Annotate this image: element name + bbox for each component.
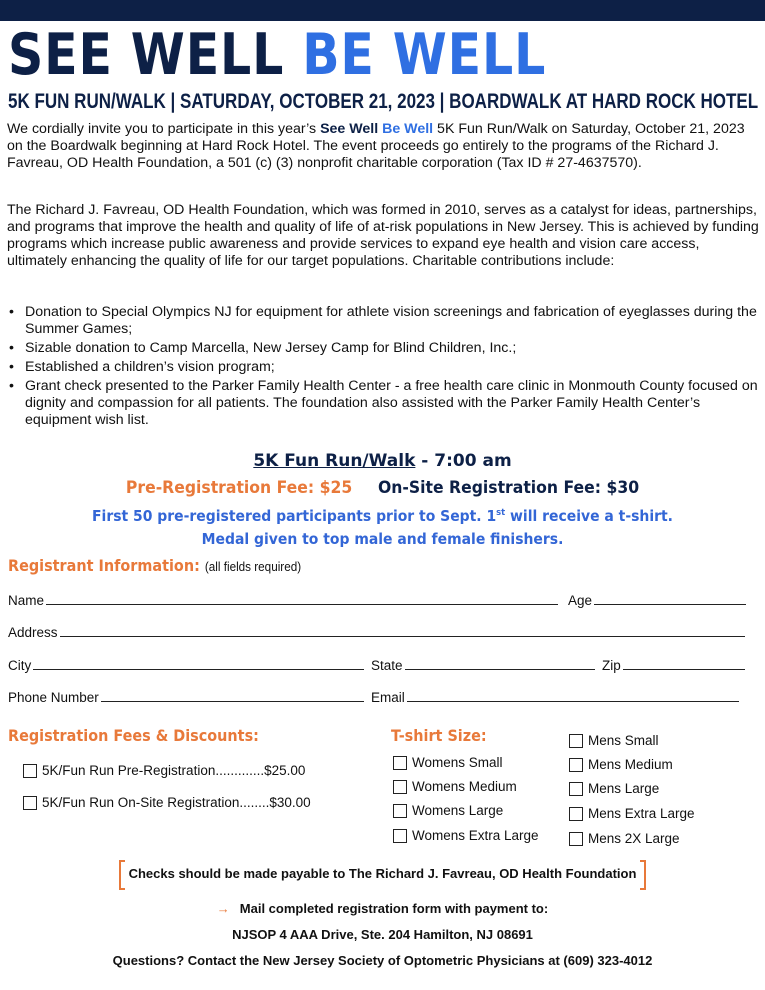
email-line: [407, 700, 739, 702]
fees-heading: Registration Fees & Discounts:: [8, 726, 259, 745]
medal-note: Medal given to top male and female finishers.: [201, 530, 564, 548]
title-be-well: BE WELL: [302, 22, 547, 88]
name-label: Name: [8, 593, 45, 608]
checks-payable-box: [119, 860, 647, 887]
left-bracket: [119, 860, 125, 890]
fee-option-label: 5K/Fun Run Pre-Registration.............$25.00: [42, 763, 306, 778]
checkbox[interactable]: [569, 832, 583, 846]
phone-label: Phone Number: [8, 690, 99, 705]
age-line: [594, 603, 746, 605]
city-line: [33, 668, 364, 670]
city-label: City: [8, 658, 32, 673]
fee-option-label: 5K/Fun Run On-Site Registration........$30.00: [42, 795, 311, 810]
checkbox[interactable]: [393, 829, 407, 843]
mail-instructions: [0, 901, 765, 916]
name-line: [46, 603, 558, 605]
checkbox[interactable]: [393, 756, 407, 770]
contact-line: Questions? Contact the New Jersey Society of Optometric Physicians at (609) 323-4012: [112, 953, 653, 968]
tshirt-note: [27, 507, 738, 525]
checkbox[interactable]: [393, 780, 407, 794]
contributions-list: [7, 304, 759, 431]
checkbox[interactable]: [569, 734, 583, 748]
checkbox[interactable]: [569, 782, 583, 796]
registrant-note: (all fields required): [204, 559, 302, 574]
email-field[interactable]: [371, 687, 739, 705]
registrant-heading: [8, 556, 301, 575]
onsite-registration-fee: On-Site Registration Fee: $30: [377, 478, 640, 498]
phone-field[interactable]: [8, 687, 364, 705]
fee-line: [31, 478, 735, 498]
right-bracket: [640, 860, 646, 890]
checkbox[interactable]: [23, 764, 37, 778]
event-title: [0, 451, 765, 471]
title-see-well: SEE WELL: [8, 22, 285, 88]
checkbox[interactable]: [569, 807, 583, 821]
email-label: Email: [371, 690, 405, 705]
tshirt-label: Mens 2X Large: [588, 831, 680, 846]
list-item: • Sizable donation to Camp Marcella, New Jersey Camp for Blind Children, Inc.;: [7, 340, 759, 357]
zip-field[interactable]: [602, 655, 745, 673]
checkbox[interactable]: [23, 796, 37, 810]
arrow-right-icon: →: [216, 901, 230, 916]
tshirt-label: Womens Medium: [412, 779, 517, 794]
checks-payable-text: Checks should be made payable to The Richard J. Favreau, OD Health Foundation: [128, 866, 637, 881]
checkbox[interactable]: [569, 758, 583, 772]
foundation-paragraph: The Richard J. Favreau, OD Health Foundation, which was formed in 2010, serves as a catalyst for ideas, partnerships, and programs that improve the health and quality of life of at-risk populations in New Jersey. This is achieved by funding programs which increase public awareness and provide services to expand eye health and vision care access, ultimately enhancing the quality of life for our target populations. Charitable contributions include:: [7, 202, 759, 269]
tshirt-note-text: First 50 pre-registered participants prior to Sept. 1: [92, 507, 497, 525]
intro-be-well: Be Well: [382, 121, 434, 137]
tshirt-womens-medium[interactable]: [393, 779, 517, 794]
name-field[interactable]: [8, 590, 558, 608]
state-field[interactable]: [371, 655, 595, 673]
fee-option-onsite[interactable]: [23, 795, 311, 810]
city-field[interactable]: [8, 655, 364, 673]
address-line: [60, 635, 745, 637]
tshirt-mens-2xl[interactable]: [569, 831, 680, 846]
registrant-heading-text: Registrant Information:: [8, 556, 200, 575]
state-line: [405, 668, 595, 670]
age-field[interactable]: [568, 590, 746, 608]
intro-text-b: 5K Fun Run/Walk on Saturday, October 21, 2023 on the Boardwalk beginning at Hard Rock Hotel. The event proceeds go entirely to the programs of the Richard J. Favreau, OD Health Foundation, a 501 (c) (3) nonprofit charitable corporation (Tax ID # 27-4637570).: [7, 121, 745, 171]
state-label: State: [371, 658, 403, 673]
mail-text: Mail completed registration form with payment to:: [239, 901, 549, 916]
tshirt-mens-xl[interactable]: [569, 806, 695, 821]
list-item: • Donation to Special Olympics NJ for equipment for athlete vision screenings and fabrication of eyeglasses during the Summer Games;: [7, 304, 759, 338]
age-label: Age: [568, 593, 593, 608]
tshirt-note-end: will receive a t-shirt.: [505, 507, 673, 525]
tshirt-heading: T-shirt Size:: [391, 726, 487, 745]
tshirt-label: Mens Extra Large: [588, 806, 695, 821]
tshirt-label: Mens Large: [588, 781, 660, 796]
tshirt-mens-small[interactable]: [569, 733, 659, 748]
zip-line: [623, 668, 745, 670]
tshirt-label: Womens Small: [412, 755, 503, 770]
fee-option-preregistration[interactable]: [23, 763, 305, 778]
page-title: [8, 22, 546, 88]
address-field[interactable]: [8, 622, 745, 640]
tshirt-womens-small[interactable]: [393, 755, 503, 770]
tshirt-label: Womens Large: [412, 803, 504, 818]
event-time: - 7:00 am: [415, 451, 512, 471]
intro-text-a: We cordially invite you to participate in this year’s: [7, 121, 321, 137]
mail-address: NJSOP 4 AAA Drive, Ste. 204 Hamilton, NJ 08691: [232, 927, 533, 942]
checkbox[interactable]: [393, 804, 407, 818]
intro-paragraph: [7, 121, 759, 172]
zip-label: Zip: [602, 658, 621, 673]
checks-payable-note: [0, 860, 765, 887]
event-name: 5K Fun Run/Walk: [253, 451, 416, 471]
tshirt-label: Mens Medium: [588, 757, 673, 772]
list-item: • Grant check presented to the Parker Family Health Center - a free health care clinic in Monmouth County focused on dignity and compassion for all patients. The foundation also assisted with the Parker Family Health Center’s equipment wish list.: [7, 378, 759, 429]
address-label: Address: [8, 625, 58, 640]
pre-registration-fee: Pre-Registration Fee: $25: [125, 478, 353, 498]
tshirt-womens-large[interactable]: [393, 803, 503, 818]
intro-see-well: See Well: [320, 121, 379, 137]
tshirt-label: Mens Small: [588, 733, 659, 748]
top-banner-bar: [0, 0, 765, 21]
tshirt-note-sup: st: [496, 508, 506, 518]
tshirt-womens-xl[interactable]: [393, 828, 539, 843]
tshirt-label: Womens Extra Large: [412, 828, 539, 843]
tshirt-mens-large[interactable]: [569, 781, 659, 796]
event-subtitle: 5K FUN RUN/WALK | SATURDAY, OCTOBER 21, 2023 | BOARDWALK AT HARD ROCK HOTEL: [8, 90, 759, 113]
phone-line: [101, 700, 364, 702]
tshirt-mens-medium[interactable]: [569, 757, 673, 772]
list-item: • Established a children’s vision program;: [7, 359, 759, 376]
